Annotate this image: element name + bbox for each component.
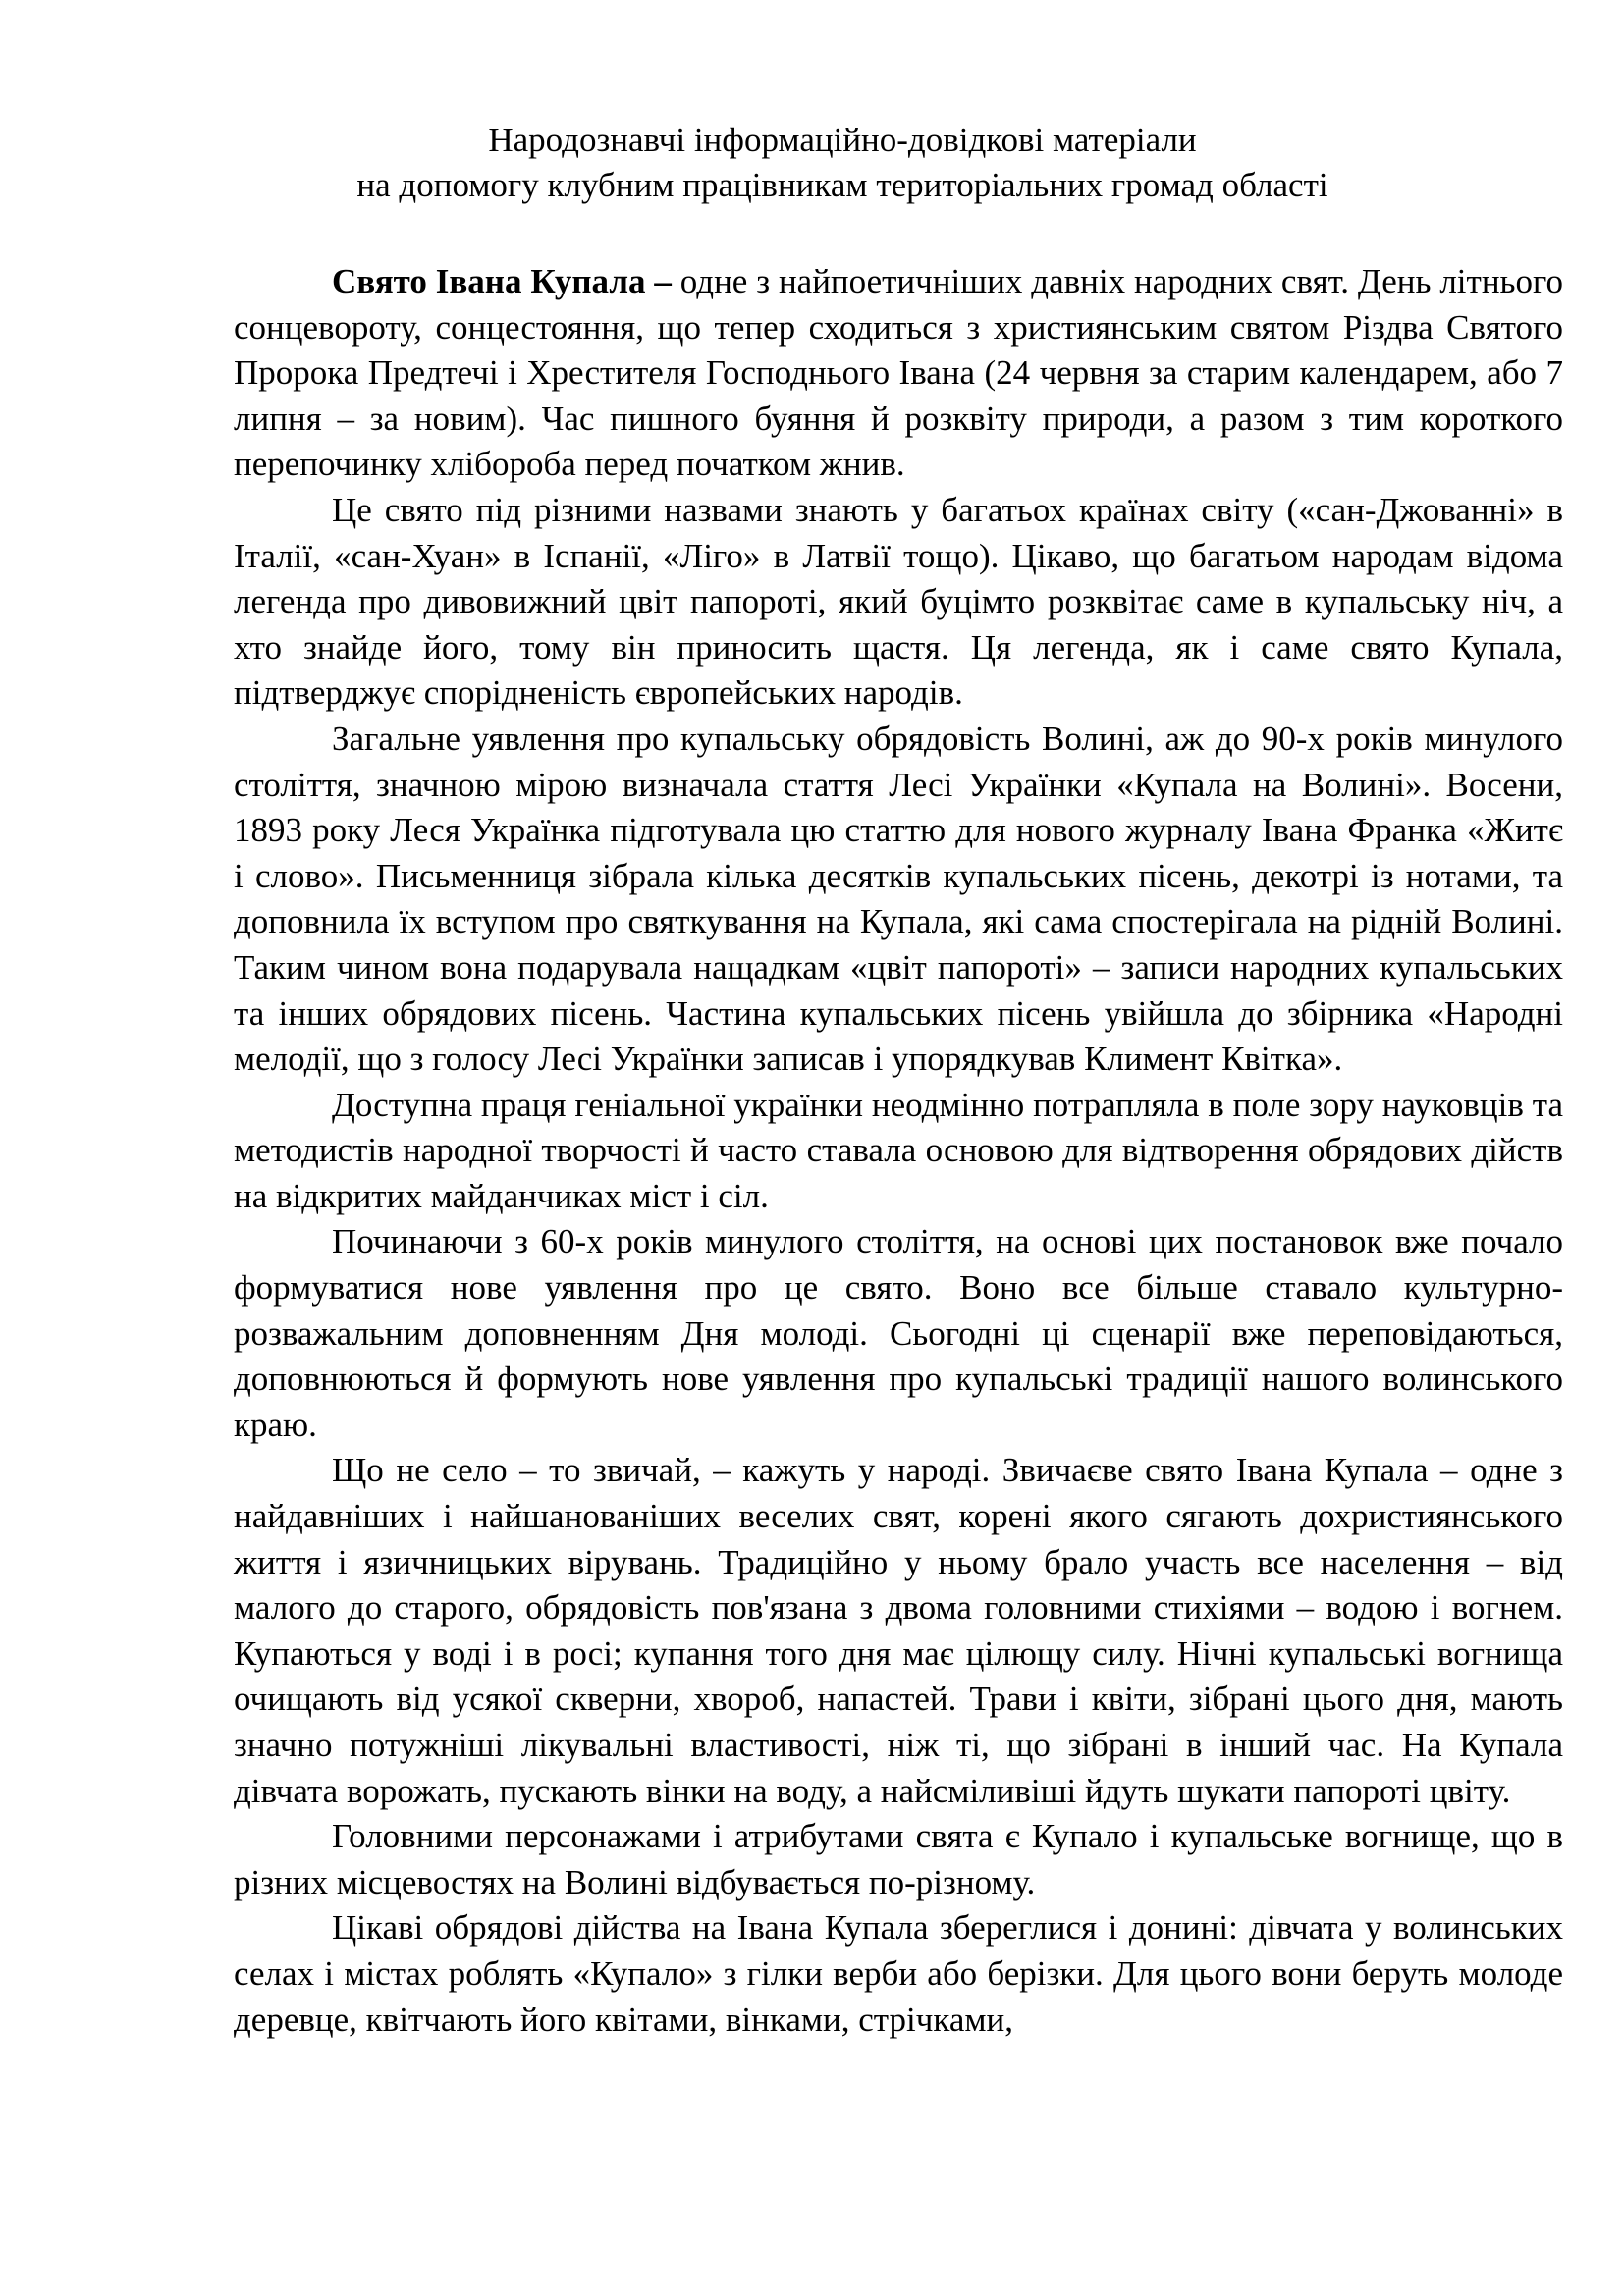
paragraph-2: Це свято під різними назвами знають у багатьох країнах світу («сан-Джованні» в Італії, «сан-Хуан» в Іспанії, «Ліго» в Латвії тощо). Цікаво, що багатьом народам відома легенда про дивовижний цвіт папороті, який буцімто розквітає саме в купальську ніч, а хто знайде його, тому він приносить щастя. Ця легенда, як і саме свято Купала, підтверджує спорідненість європейських народів.	[234, 490, 1563, 713]
paragraph-8: Цікаві обрядові дійства на Івана Купала збереглися і донині: дівчата у волинських селах і містах роблять «Купало» з гілки верби або берізки. Для цього вони беруть молоде деревце, квітчають його квітами, вінками, стрічками,	[234, 1908, 1563, 2039]
paragraph-1	[234, 259, 1563, 488]
header-line-1: Народознавчі інформаційно-довідкові матеріали	[488, 121, 1197, 159]
document-body	[234, 259, 1563, 2043]
header-line-2: на допомогу клубним працівникам територіальних громад області	[356, 166, 1328, 204]
paragraph-lead-title: Свято Івана Купала –	[332, 262, 672, 300]
document-header	[312, 118, 1373, 208]
paragraph-4: Доступна праця геніальної українки неодмінно потрапляла в поле зору науковців та методистів народної творчості й часто ставала основою для відтворення обрядових дійств на відкритих майданчиках міст і сіл.	[234, 1085, 1563, 1215]
paragraph-3: Загальне уявлення про купальську обрядовість Волині, аж до 90-х років минулого століття, значною мірою визначала стаття Лесі Українки «Купала на Волині». Восени, 1893 року Леся Українка підготувала цю статтю для нового журналу Івана Франка «Житє і слово». Письменниця зібрала кілька десятків купальських пісень, декотрі із нотами, та доповнила їх вступом про святкування на Купала, які сама спостерігала на рідній Волині. Таким чином вона подарувала нащадкам «цвіт папороті» – записи народних купальських та інших обрядових пісень. Частина купальських пісень увійшла до збірника «Народні мелодії, що з голосу Лесі Українки записав і упорядкував Климент Квітка».	[234, 719, 1563, 1079]
paragraph-7: Головними персонажами і атрибутами свята є Купало і купальське вогнище, що в різних місцевостях на Волині відбувається по-різному.	[234, 1817, 1563, 1901]
paragraph-6: Що не село – то звичай, – кажуть у народі. Звичаєве свято Івана Купала – одне з найдавніших і найшанованіших веселих свят, корені якого сягають дохристиянського життя і язичницьких вірувань. Традиційно у ньому брало участь все населення – від малого до старого, обрядовість пов'язана з двома головними стихіями – водою і вогнем. Купаються у воді і в росі; купання того дня має цілющу силу. Нічні купальські вогнища очищають від усякої скверни, хвороб, напастей. Трави і квіти, зібрані цього дня, мають значно потужніші лікувальні властивості, ніж ті, що зібрані в інший час. На Купала дівчата ворожать, пускають вінки на воду, а найсміливіші йдуть шукати папороті цвіту.	[234, 1451, 1563, 1810]
paragraph-5: Починаючи з 60-х років минулого століття, на основі цих постановок вже почало формуватися нове уявлення про це свято. Воно все більше ставало культурно-розважальним доповненням Дня молоді. Сьогодні ці сценарії вже переповідаються, доповнюються й формують нове уявлення про купальські традиції нашого волинського краю.	[234, 1222, 1563, 1444]
paragraph-text: одне з найпоетичніших давніх народних свят. День літнього сонцевороту, сонцестояння, що тепер сходиться з християнським святом Різдва Святого Пророка Предтечі і Хрестителя Господнього Івана (24 червня за старим календарем, або 7 липня – за новим). Час пишного буяння й розквіту природи, а разом з тим короткого перепочинку хлібороба перед початком жнив.	[234, 262, 1564, 484]
